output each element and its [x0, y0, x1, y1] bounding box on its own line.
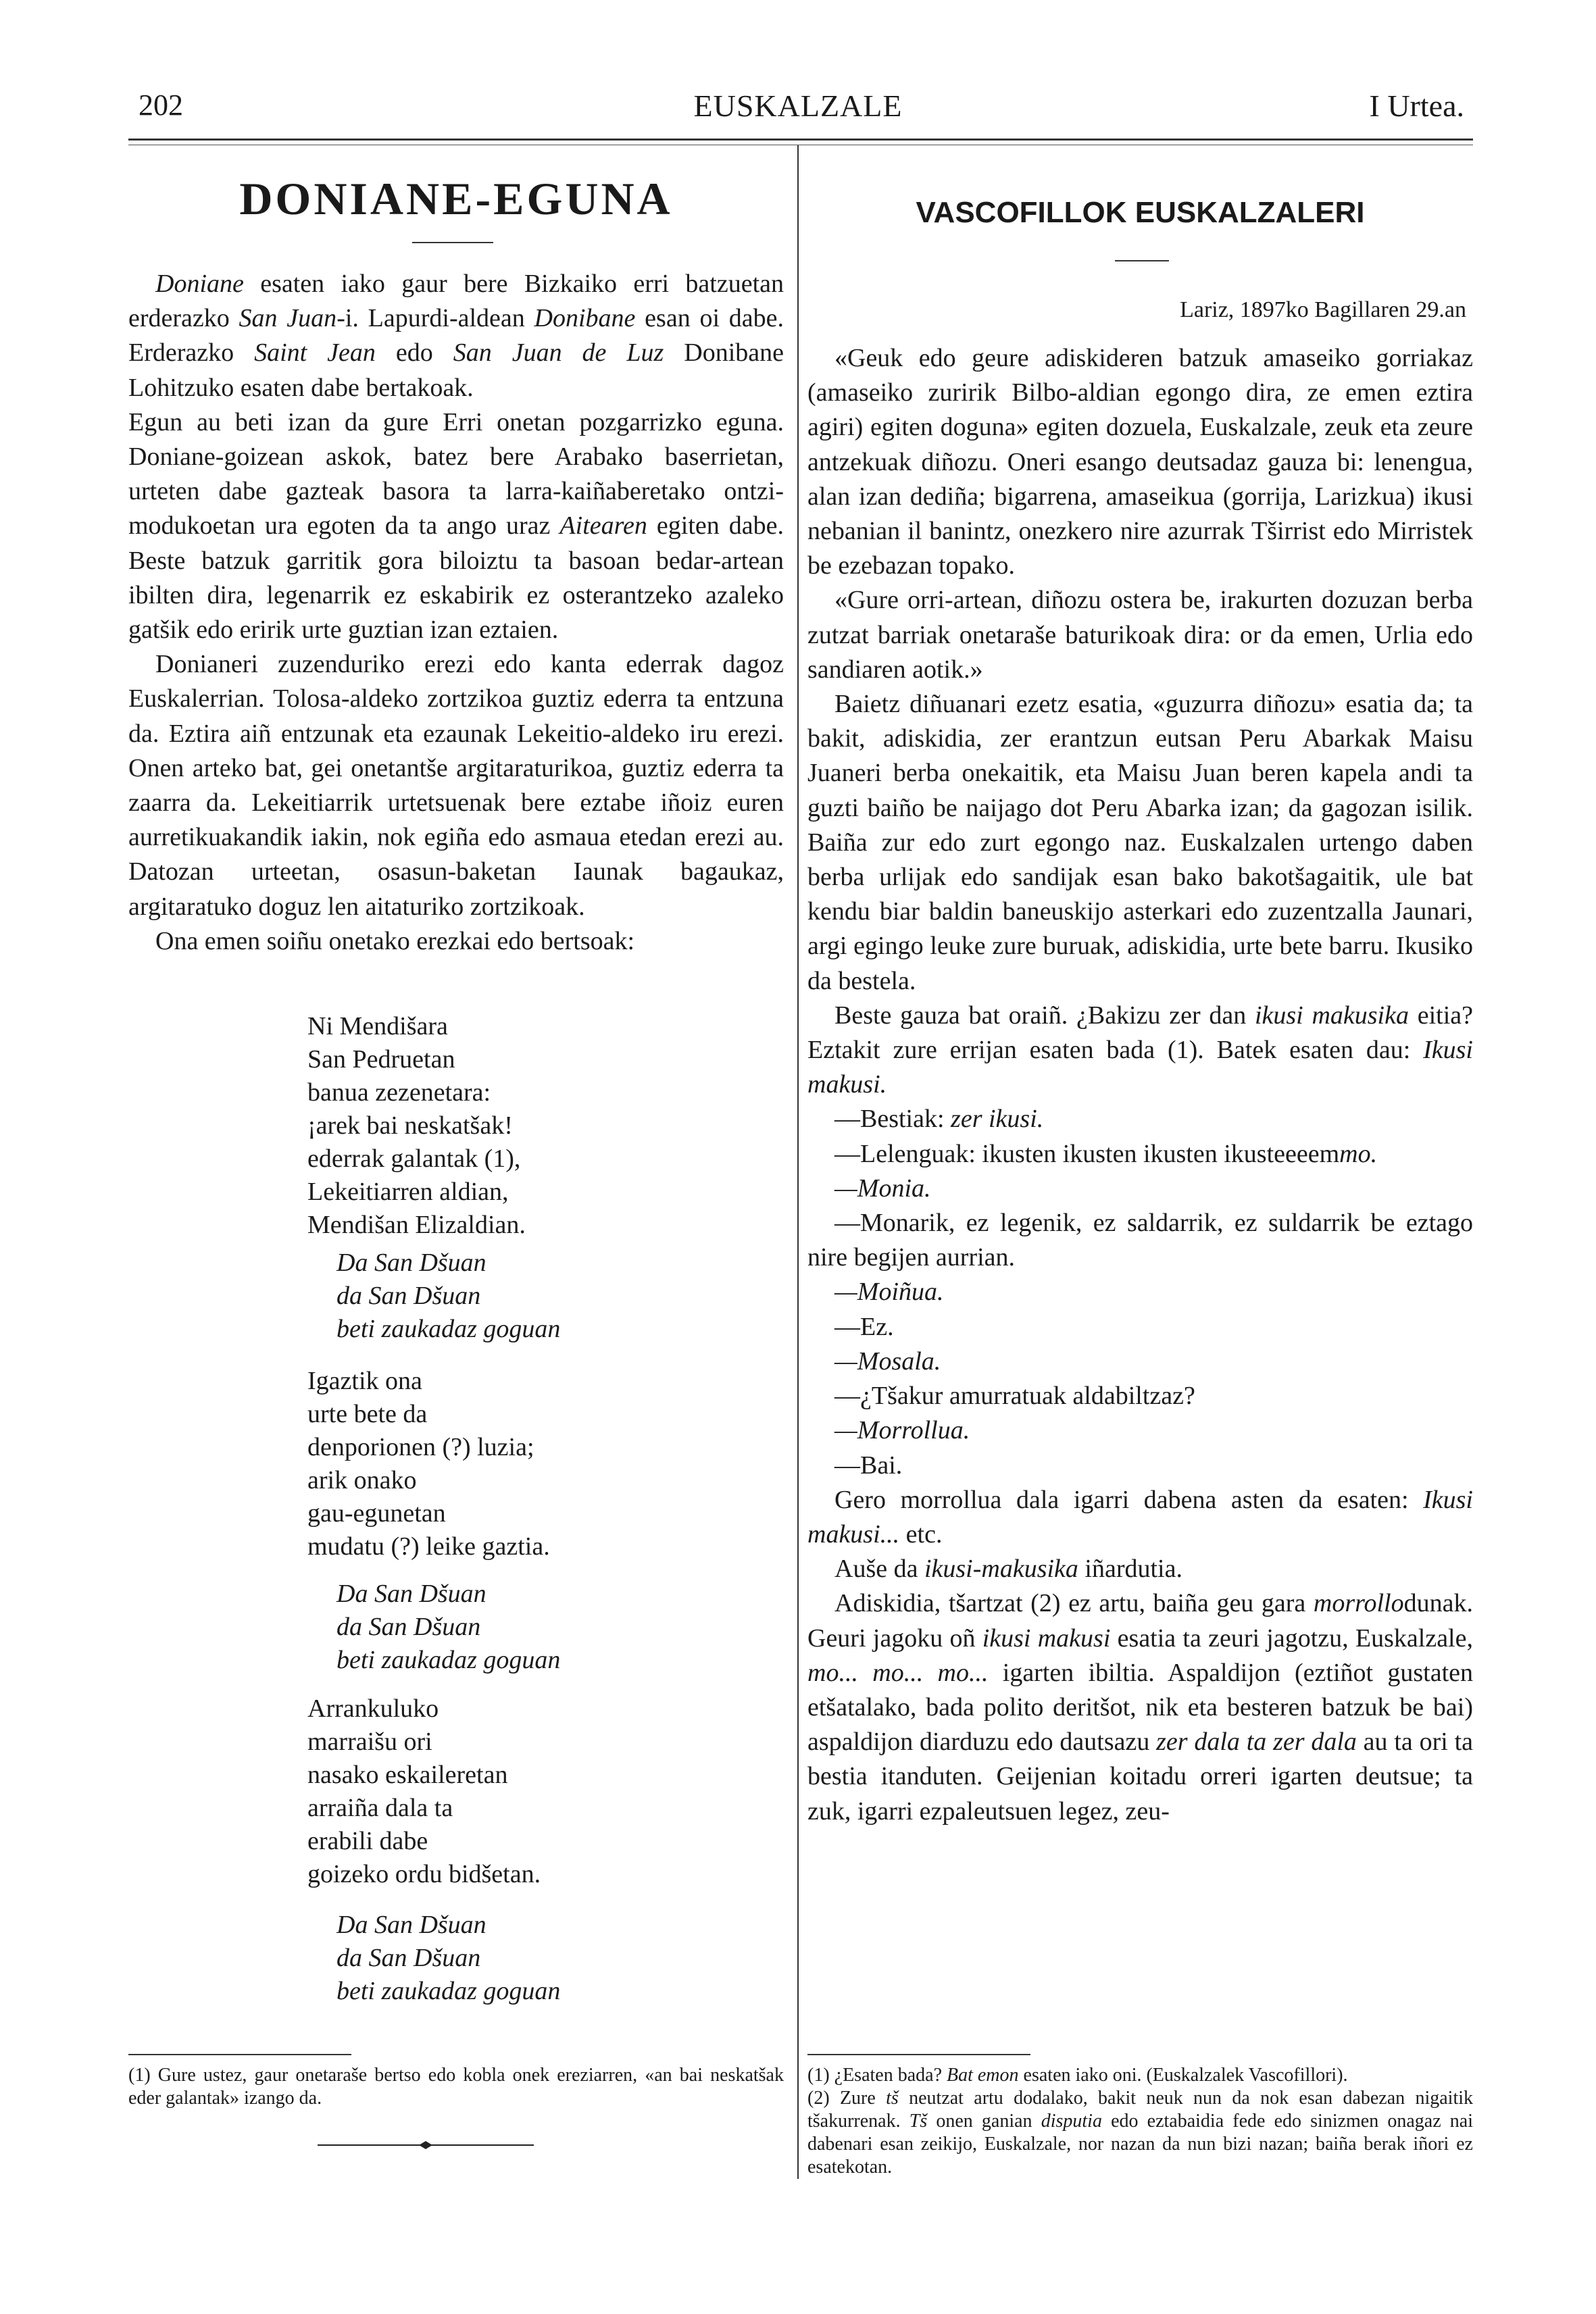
footnote-1: (1) ¿Esaten bada? Bat emon esaten iako oni. (Euskalzalek Vascofillori). — [807, 2065, 1348, 2086]
paragraph: Donianeri zuzenduriko erezi edo kanta ederrak dagoz Euskalerrian. Tolosa-aldeko zortzikoa guztiz ederra ta entzuna da. Eztira aiñ entzunak eta ezaunak Lekeitio-aldeko iru erezi. Onen arteko bat, gei onetantše argitaraturikoa, guztiz ederra ta zaarra da. Lekeitiarrik urtetsuenak bere eztabe iñoiz euren aurretikuakandik iakin, nok egiña edo asmaua etedan erezi au. Datozan urteetan, osasun-baketan Iaunak bagaukaz, argitaratuko doguz len aitaturiko zortzikoak. — [128, 650, 784, 921]
dialogue-line: —Bai. — [834, 1451, 903, 1480]
dialogue-line: —Bestiak: zer ikusi. — [834, 1105, 1044, 1134]
dialogue-line: —Monarik, ez legenik, ez saldarrik, ez suldarrik be eztago nire begijen aurrian. — [807, 1209, 1473, 1272]
title-rule — [1115, 260, 1169, 261]
dialogue-line: —Mosala. — [834, 1347, 941, 1376]
right-article-body — [807, 341, 1473, 1829]
title-rule — [412, 242, 493, 243]
header-rule — [128, 139, 1473, 141]
paragraph: «Gure orri-artean, diñozu ostera be, irakurten dozuzan berba zutzat barriak onetaraše baturikoak dira: or da emen, Urlia edo sandiaren aotik.» — [807, 586, 1473, 684]
paragraph: Gero morrollua dala igarri dabena asten da esaten: Ikusi makusi... etc. — [807, 1485, 1473, 1549]
page-number: 202 — [139, 89, 183, 122]
paragraph: Doniane esaten iako gaur bere Bizkaiko erri batzuetan erderazko San Juan-i. Lapurdi-aldean Donibane esan oi dabe. Erderazko Saint Jean edo San Juan de Luz Donibane Lohitzuko esaten dabe bertakoak. — [128, 270, 784, 402]
paragraph: Auše da ikusi-makusika iñardutia. — [834, 1555, 1182, 1584]
poem-refrain: Da San Dšuan da San Dšuan beti zaukadaz goguan — [336, 1580, 561, 1674]
left-article-body — [128, 267, 784, 959]
right-footnotes — [807, 2064, 1473, 2179]
left-footnote: (1) Gure ustez, gaur onetaraše bertso edo kobla onek ereziarren, «an bai neskatšak eder galantak» izango da. — [128, 2065, 784, 2109]
column-divider — [797, 145, 799, 2179]
footnote-2: (2) Zure tš neutzat artu dodalako, bakit neuk nun da nok esan dabezan nigaitik tšakurrenak. Tš onen ganian disputia edo eztabaidia fede edo sinizmen onagaz nai dabenari esan zeikijo, Euskalzale, nor nazan da nun bizi nazan; baiña berak iñori ez esatekotan. — [807, 2088, 1474, 2178]
footnote-rule — [128, 2054, 351, 2055]
poem-refrain: Da San Dšuan da San Dšuan beti zaukadaz goguan — [336, 1911, 561, 2005]
volume-label: I Urtea. — [1369, 89, 1464, 123]
footnote-rule — [807, 2054, 1030, 2055]
dialogue-line: —Moiñua. — [834, 1278, 944, 1307]
poem-stanza-2: Igaztik ona urte bete da denporionen (?) luzia; arik onako gau-egunetan mudatu (?) leike gaztia. — [307, 1367, 550, 1561]
dialogue-line: —Morrollua. — [834, 1416, 970, 1445]
right-article-title: VASCOFILLOK EUSKALZALERI — [916, 196, 1365, 229]
dateline: Lariz, 1897ko Bagillaren 29.an — [1180, 297, 1466, 322]
paragraph: «Geuk edo geure adiskideren batzuk amaseiko gorriakaz (amaseiko zuririk Bilbo-aldian egongo dira, ze emen eztira agiri) egiten doguna» egiten dozuela, Euskalzale, zeuk eta zeure antzekuak diñozu. Oneri esango deutsadaz gauza bi: lenengua, alan izan dediña; bigarrena, amaseikua (gorrija, Larizkua) ikusi nebanian il banintz, onezkero nire azurrak Tširrist edo Mirristek be ezebazan topako. — [807, 344, 1473, 580]
paragraph: Beste gauza bat oraiñ. ¿Bakizu zer dan ikusi makusika eitia? Eztakit zure errijan esaten bada (1). Batek esaten dau: Ikusi makusi. — [807, 1001, 1473, 1099]
dialogue-line: —Monia. — [834, 1174, 931, 1203]
dialogue-line: —Lelenguak: ikusten ikusten ikusten ikusteeeemmo. — [834, 1139, 1378, 1168]
journal-title: EUSKALZALE — [693, 89, 903, 123]
poem-stanza-3: Arrankuluko marraišu ori nasako eskaileretan arraiña dala ta erabili dabe goizeko ordu bidšetan. — [307, 1694, 541, 1888]
poem-stanza-1: Ni Mendišara San Pedruetan banua zezenetara: ¡arek bai neskatšak! ederrak galantak (1), Lekeitiarren aldian, Mendišan Elizaldian. — [307, 1012, 526, 1239]
left-article-title: DONIANE-EGUNA — [239, 173, 673, 224]
poem-refrain: Da San Dšuan da San Dšuan beti zaukadaz goguan — [336, 1249, 561, 1343]
end-ornament — [318, 2140, 534, 2150]
paragraph: Baietz diñuanari ezetz esatia, «guzurra diñozu» esatia da; ta bakit, adiskidia, zer erantzun eutsan Peru Abarkak Maisu Juaneri berba onekaitik, eta Maisu Juan beren kapela andi ta guzti baiño be naijago dot Peru Abarka izan; da gagozan isilik. Baiña zur edo zurt egongo naz. Euskalzalen urtengo daben berba urlijak edo sandijak esan bako bakotšagaitik, ule bat kendu biar baldin baneuskijo asterkari edo zuzentzalla Jaunari, argi egingo leuke zure buruak, adiskidia, urte bete barru. Ikusiko da bestela. — [807, 690, 1473, 995]
paragraph: Egun au beti izan da gure Erri onetan pozgarrizko eguna. Doniane-goizean askok, batez bere Arabako baserrietan, urteten dabe gazteak basora ta larra-kaiñaberetako ontzi-modukoetan ura egoten da ta ango uraz Aitearen egiten dabe. Beste batzuk garritik gora biloiztu ta basoan bedar-artean ibilten dira, legenarrik ez eskabirik ez osterantzeko azaleko gatšik edo eririk urte guztian izan eztaien. — [128, 407, 784, 645]
paragraph: Ona emen soiñu onetako erezkai edo bertsoak: — [155, 926, 635, 955]
paragraph: Adiskidia, tšartzat (2) ez artu, baiña geu gara morrollodunak. Geuri jagoku oñ ikusi makusi esatia ta zeuri jagotzu, Euskalzale, mo... mo... mo... igarten ibiltia. Aspaldijon (eztiñot gustaten etšatalako, bada polito deritšot, nik eta besteren batzuk be bai) aspaldijon diarduzu edo dautsazu zer dala ta zer dala au ta ori ta bestia itanduten. Geijenian koitadu orreri igarten deutsue; ta zuk, igarri ezpaleutsuen legez, zeu- — [807, 1589, 1474, 1826]
dialogue-line: —¿Tšakur amurratuak aldabiltzaz? — [834, 1382, 1195, 1411]
dialogue-line: —Ez. — [834, 1312, 894, 1341]
